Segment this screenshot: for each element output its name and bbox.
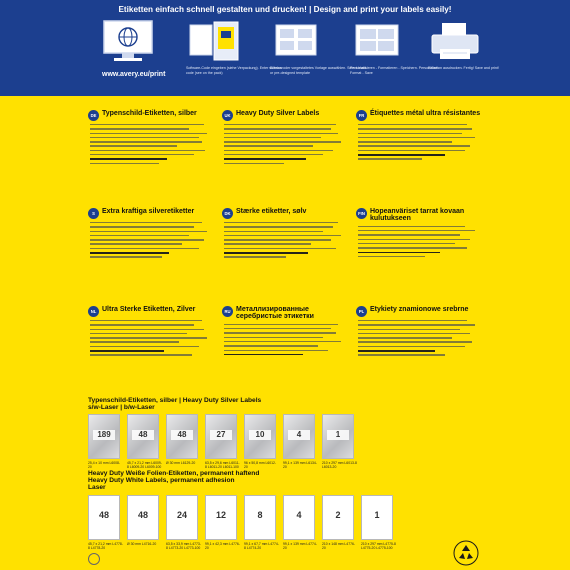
- label-count: 4: [296, 510, 302, 520]
- block-title: Ultra Sterke Etiketten, Zilver: [102, 306, 196, 313]
- silver-products: [88, 414, 357, 469]
- label-count: 10: [249, 430, 271, 440]
- product-caption: 99,1 x 139 mm L6134-20: [283, 461, 317, 470]
- language-badge: RU: [222, 306, 233, 317]
- product-caption: 210 x 148 mm L4776-20: [322, 542, 355, 551]
- block-body-lines: [90, 222, 214, 258]
- edit-template-icon: [350, 19, 412, 63]
- label-count: 12: [215, 510, 226, 520]
- silver-title-line-1: Typenschild-Etiketten, silber | Heavy Duty Silver Labels: [88, 397, 262, 404]
- language-text-panel: [88, 110, 482, 398]
- product-caption: 96 x 50,8 mm L6012-20: [244, 461, 277, 470]
- software-pack-icon: [186, 19, 248, 63]
- block-body-lines: [358, 226, 482, 258]
- banner-title: Etiketten einfach schnell gestalten und drucken! | Design and print your labels easily!: [118, 5, 452, 14]
- label-count: 1: [374, 510, 380, 520]
- label-count: 24: [176, 510, 187, 520]
- product-thumb[interactable]: [166, 414, 201, 469]
- label-count: 189: [93, 430, 115, 440]
- block-body-lines: [224, 324, 348, 356]
- block-nl: [88, 306, 214, 398]
- block-title: Extra kraftiga silveretiketter: [102, 208, 195, 215]
- block-title: Hopeanväriset tarrat kovaan kulutukseen: [370, 208, 465, 223]
- block-dk: [222, 208, 348, 300]
- product-caption: 45,7 x 21,2 mm L4778-8 L4778-20: [88, 542, 123, 551]
- language-badge: S: [88, 208, 99, 219]
- block-body-lines: [90, 320, 214, 356]
- white-section-title: [88, 470, 259, 492]
- instruction-banner: [0, 0, 570, 96]
- product-thumb[interactable]: [205, 495, 240, 550]
- silver-section-title: [88, 397, 261, 411]
- silver-title-line-2: s/w-Laser | b/w-Laser: [88, 404, 155, 412]
- block-title: Etykiety znamionowe srebrne: [370, 306, 469, 313]
- print-url-link[interactable]: www.avery.eu/print: [102, 71, 166, 78]
- label-count: 48: [132, 430, 154, 440]
- product-thumb[interactable]: [283, 414, 318, 469]
- block-fin: [356, 208, 482, 300]
- label-count: 2: [335, 510, 341, 520]
- label-count: 4: [288, 430, 310, 440]
- product-caption: 25,4 x 10 mm L6008-20: [88, 461, 121, 470]
- block-title: Typenschild-Etiketten, silber: [102, 110, 197, 117]
- language-badge: FR: [356, 110, 367, 121]
- white-products: [88, 495, 396, 550]
- block-body-lines: [358, 124, 482, 160]
- product-caption: 210 x 297 mm L6013-8 L6013-20: [322, 461, 357, 470]
- product-thumb[interactable]: [322, 495, 357, 550]
- language-badge: FIN: [356, 208, 367, 219]
- product-thumb[interactable]: [166, 495, 201, 550]
- block-body-lines: [90, 124, 214, 164]
- product-thumb[interactable]: [244, 414, 279, 469]
- product-thumb[interactable]: [244, 495, 279, 550]
- block-title: Металлизированные серебристые этикетки: [236, 306, 314, 321]
- step-2-caption: Software-Code eingeben (siehe Verpackung). Enter software code (see on the pack): [186, 66, 283, 75]
- label-count: 1: [327, 430, 349, 440]
- computer-globe-icon: [102, 19, 164, 63]
- product-caption: Ø 30 mm L6129-20: [166, 461, 196, 465]
- block-ru: [222, 306, 348, 398]
- white-title-line-2: Heavy Duty White Labels, permanent adhesion: [88, 477, 235, 485]
- white-title-line-1: Heavy Duty Weiße Folien-Etiketten, permanent haftend: [88, 470, 260, 477]
- block-fr: [356, 110, 482, 202]
- product-caption: 63,5 x 33,9 mm L4773-8 L4773-20 L4773-100: [166, 542, 201, 551]
- language-badge: UK: [222, 110, 233, 121]
- product-caption: 99,1 x 139 mm L4774-20: [283, 542, 317, 551]
- product-caption: 210 x 297 mm L4775-8 L4775-20 L4775-100: [361, 542, 396, 551]
- label-count: 48: [171, 430, 193, 440]
- product-thumb[interactable]: [88, 495, 123, 550]
- block-uk: [222, 110, 348, 202]
- language-badge: NL: [88, 306, 99, 317]
- block-de: [88, 110, 214, 202]
- step-5: [428, 19, 528, 71]
- product-caption: 63,5 x 29,6 mm L6011-8 L6011-20 L6011-100: [205, 461, 240, 470]
- label-count: 48: [137, 510, 148, 520]
- product-caption: 99,1 x 42,3 mm L4776-20: [205, 542, 240, 551]
- brand-mark-icon: [88, 553, 100, 565]
- block-pl: [356, 306, 482, 398]
- block-body-lines: [224, 222, 348, 258]
- product-caption: 45,7 x 21,2 mm L6009-8 L6009-20 L6009-100: [127, 461, 162, 470]
- label-count: 8: [257, 510, 263, 520]
- product-thumb[interactable]: [88, 414, 123, 469]
- template-select-icon: [270, 19, 332, 63]
- language-badge: PL: [356, 306, 367, 317]
- block-title: Étiquettes métal ultra résistantes: [370, 110, 481, 117]
- block-body-lines: [358, 320, 482, 356]
- product-thumb[interactable]: [205, 414, 240, 469]
- product-thumb[interactable]: [127, 414, 162, 469]
- product-caption: 99,1 x 67,7 mm L4774-8 L4774-20: [244, 542, 279, 551]
- block-s: [88, 208, 214, 300]
- product-caption: Ø 30 mm L4716-20: [127, 542, 157, 546]
- step-3-caption: Blanko- oder vorgestaltetes Vorlage auswählen. Select blank or pre-designed template: [270, 66, 367, 75]
- block-title: Stærke etiketter, sølv: [236, 208, 307, 215]
- label-count: 48: [98, 510, 109, 520]
- product-thumb[interactable]: [127, 495, 162, 550]
- recycle-icon: [453, 540, 479, 566]
- product-thumb[interactable]: [361, 495, 396, 550]
- printer-icon: [428, 19, 490, 63]
- language-badge: DK: [222, 208, 233, 219]
- block-body-lines: [224, 124, 348, 164]
- product-thumb[interactable]: [322, 414, 357, 469]
- block-title: Heavy Duty Silver Labels: [236, 110, 320, 117]
- language-badge: DE: [88, 110, 99, 121]
- white-title-line-3: Laser: [88, 484, 106, 492]
- product-thumb[interactable]: [283, 495, 318, 550]
- step-5-caption: Etiketten ausdrucken. Fertig! Save and print!: [428, 66, 499, 70]
- step-4-caption: Personalisieren - Formatieren - Speichern. Personalise - Format - Save: [350, 66, 440, 75]
- label-count: 27: [210, 430, 232, 440]
